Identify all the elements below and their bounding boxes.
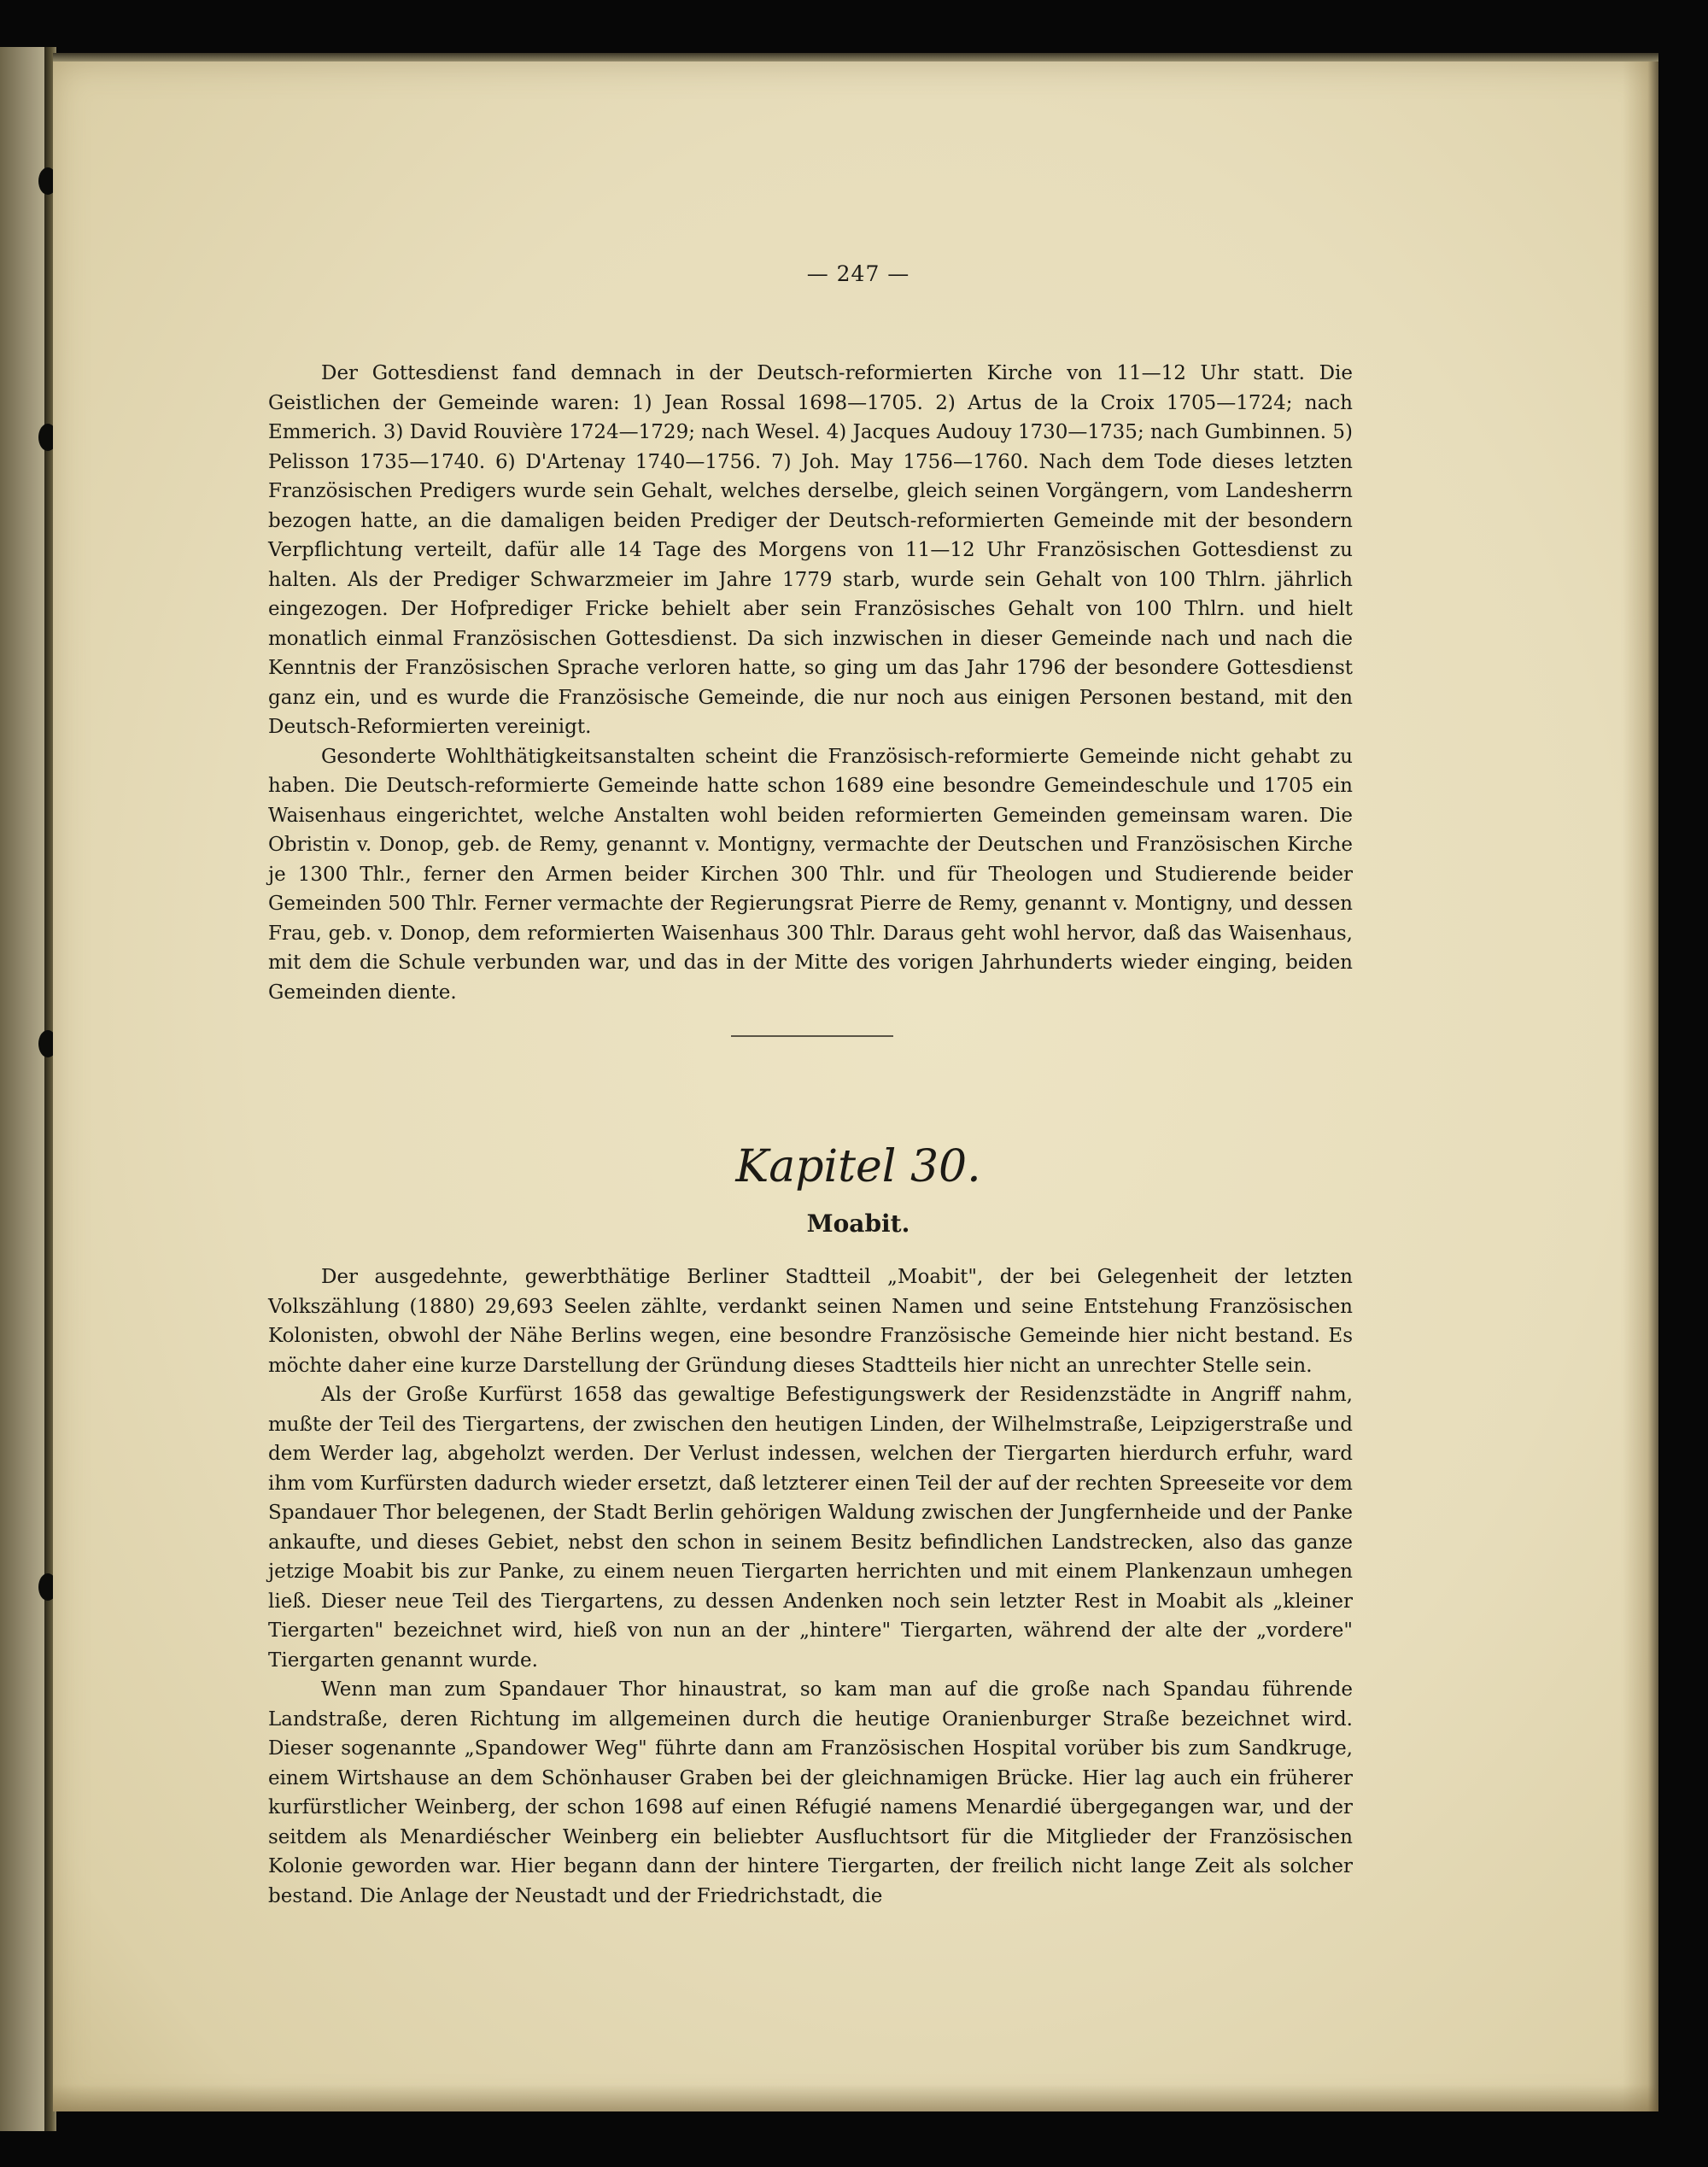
paragraph: Als der Große Kurfürst 1658 das gewaltige Befestigungswerk der Residenzstädte in Angriff nahm, mußte der Teil des Tiergartens, der zwischen den heutigen Linden, der Wilhelmstraße, Leipzigerstraße und dem Werder lag, abgeholzt werden. Der Verlust indessen, welchen der Tiergarten hierdurch erfuhr, ward ihm vom Kurfürsten dadurch wieder ersetzt, daß letzterer einen Teil der auf der rechten Spreeseite vor dem Spandauer Thor belegenen, der Stadt Berlin gehörigen Waldung zwischen der Jungfernheide und der Panke ankaufte, und dieses Gebiet, nebst den schon in seinem Besitz befindlichen Landstrecken, also das ganze jetzige Moabit bis zur Panke, zu einem neuen Tiergarten herrichten und mit einem Plankenzaun umhegen ließ. Dieser neue Teil des Tiergartens, zu dessen Andenken noch sein letzter Rest in Moabit als „kleiner Tiergarten" bezeichnet wird, hieß von nun an der „hintere" Tiergarten, während der alte der „vordere" Tiergarten genannt wurde. — [268, 1384, 1353, 1672]
text-block-moabit — [268, 1262, 1353, 1911]
text-block-reformed-congregation — [268, 359, 1353, 1007]
page-number: — 247 — — [806, 261, 910, 286]
page-right-edge — [1623, 61, 1658, 2111]
previous-page-edge — [0, 47, 47, 2131]
chapter-subtitle: Moabit. — [806, 1209, 910, 1238]
paragraph: Der Gottesdienst fand demnach in der Deutsch-reformierten Kirche von 11—12 Uhr statt. Die Geistlichen der Gemeinde waren: 1) Jean Rossal 1698—1705. 2) Artus de la Croix 1705—1724; nach Emmerich. 3) David Rouvière 1724—1729; nach Wesel. 4) Jacques Audouy 1730—1735; nach Gumbinnen. 5) Pelisson 1735—1740. 6) D'Artenay 1740—1756. 7) Joh. May 1756—1760. Nach dem Tode dieses letzten Französischen Predigers wurde sein Gehalt, welches derselbe, gleich seinen Vorgängern, vom Landesherrn bezogen hatte, an die damaligen beiden Prediger der Deutsch-reformierten Gemeinde mit der besondern Verpflichtung verteilt, dafür alle 14 Tage des Morgens von 11—12 Uhr Französischen Gottesdienst zu halten. Als der Prediger Schwarzmeier im Jahre 1779 starb, wurde sein Gehalt von 100 Thlrn. jährlich eingezogen. Der Hofprediger Fricke behielt aber sein Französisches Gehalt von 100 Thlrn. und hielt monatlich einmal Französischen Gottesdienst. Da sich inzwischen in dieser Gemeinde nach und nach die Kenntnis der Französischen Sprache verloren hatte, so ging um das Jahr 1796 der besondere Gottesdienst ganz ein, und es wurde die Französische Gemeinde, die nur noch aus einigen Personen bestand, mit den Deutsch-Reformierten vereinigt. — [268, 362, 1353, 738]
paragraph: Wenn man zum Spandauer Thor hinaustrat, so kam man auf die große nach Spandau führende Landstraße, deren Richtung im allgemeinen durch die heutige Oranienburger Straße bezeichnet wird. Dieser sogenannte „Spandower Weg" führte dann am Französischen Hospital vorüber bis zum Sandkruge, einem Wirtshause an dem Schönhauser Graben bei der gleichnamigen Brücke. Hier lag auch ein früherer kurfürstlicher Weinberg, der schon 1698 auf einen Réfugié namens Menardié übergegangen war, und der seitdem als Menardiéscher Weinberg ein beliebter Ausfluchtsort für die Mitglieder der Französischen Kolonie geworden war. Hier begann dann der hintere Tiergarten, der freilich nicht lange Zeit als solcher bestand. Die Anlage der Neustadt und der Friedrichstadt, die — [268, 1678, 1353, 1907]
section-divider — [731, 1035, 893, 1037]
chapter-title: Kapitel 30. — [735, 1141, 981, 1192]
page-bottom-edge — [53, 2084, 1658, 2111]
paragraph: Der ausgedehnte, gewerbthätige Berliner Stadtteil „Moabit", der bei Gelegenheit der letzten Volkszählung (1880) 29,693 Seelen zählte, verdankt seinen Namen und seine Entstehung Französischen Kolonisten, obwohl der Nähe Berlins wegen, eine besondre Französische Gemeinde hier nicht bestand. Es möchte daher eine kurze Darstellung der Gründung dieses Stadtteils hier nicht an unrechter Stelle sein. — [268, 1266, 1353, 1377]
paragraph: Gesonderte Wohlthätigkeitsanstalten scheint die Französisch-reformierte Gemeinde nicht gehabt zu haben. Die Deutsch-reformierte Gemeinde hatte schon 1689 eine besondre Gemeindeschule und 1705 ein Waisenhaus eingerichtet, welche Anstalten wohl beiden reformierten Gemeinden gemeinsam waren. Die Obristin v. Donop, geb. de Remy, genannt v. Montigny, vermachte der Deutschen und Französischen Kirche je 1300 Thlr., ferner den Armen beider Kirchen 300 Thlr. und für Theologen und Studierende beider Gemeinden 500 Thlr. Ferner vermachte der Regierungsrat Pierre de Remy, genannt v. Montigny, und dessen Frau, geb. v. Donop, dem reformierten Waisenhaus 300 Thlr. Daraus geht wohl hervor, daß das Waisenhaus, mit dem die Schule verbunden war, und das in der Mitte des vorigen Jahrhunderts wieder einging, beiden Gemeinden diente. — [268, 745, 1353, 1004]
